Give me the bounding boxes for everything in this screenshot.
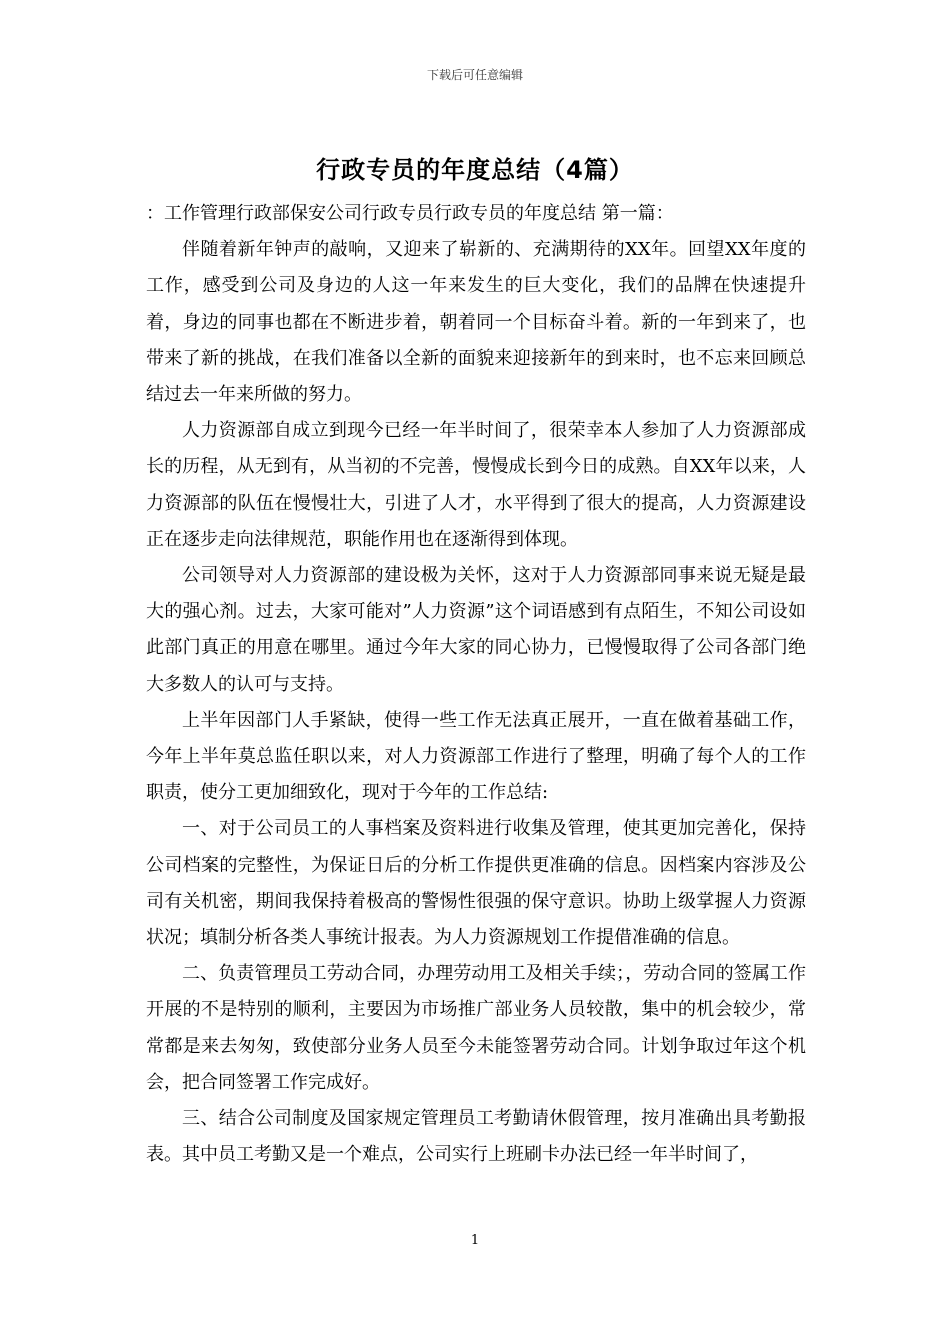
header-note: 下载后可任意编辑 [426, 68, 523, 82]
body-paragraph: 二、负责管理员工劳动合同，办理劳动用工及相关手续；，劳动合同的签属工作开展的不是特别的顺利，主要因为市场推广部业务人员较散，集中的机会较少，常常都是来去匆匆，致使部分业务人员至今未能签署劳动合同。计划争取过年这个机会，把合同签署工作完成好。 [146, 963, 806, 1093]
intro-line: ：工作管理行政部保安公司行政专员行政专员的年度总结 第一篇： [146, 203, 674, 224]
body-paragraph: 公司领导对人力资源部的建设极为关怀，这对于人力资源部同事来说无疑是最大的强心剂。过去，大家可能对”人力资源”这个词语感到有点陌生，不知公司设如此部门真正的用意在哪里。通过今年大家的同心协力，已慢慢取得了公司各部门绝大多数人的认可与支持。 [146, 565, 806, 695]
body-paragraph: 人力资源部自成立到现今已经一年半时间了，很荣幸本人参加了人力资源部成长的历程，从无到有，从当初的不完善，慢慢成长到今日的成熟。自XX年以来，人力资源部的队伍在慢慢壮大，引进了人才，水平得到了很大的提高，人力资源建设正在逐步走向法律规范，职能作用也在逐渐得到体现。 [146, 420, 806, 550]
body-paragraph: 伴随着新年钟声的敲响，又迎来了崭新的、充满期待的XX年。回望XX年度的工作，感受到公司及身边的人这一年来发生的巨大变化，我们的品牌在快速提升着，身边的同事也都在不断进步着，朝着同一个目标奋斗着。新的一年到来了，也带来了新的挑战，在我们准备以全新的面貌来迎接新年的到来时，也不忘来回顾总结过去一年来所做的努力。 [146, 239, 806, 406]
body-paragraph: 一、对于公司员工的人事档案及资料进行收集及管理，使其更加完善化，保持公司档案的完整性，为保证日后的分析工作提供更准确的信息。因档案内容涉及公司有关机密，期间我保持着极高的警惕性很强的保守意识。协助上级掌握人力资源状况；填制分析各类人事统计报表。为人力资源规划工作提借准确的信息。 [146, 818, 806, 949]
body-paragraph: 上半年因部门人手紧缺，使得一些工作无法真正展开，一直在做着基础工作，今年上半年莫总监任职以来，对人力资源部工作进行了整理，明确了每个人的工作职责，使分工更加细致化，现对于今年的工作总结: [146, 709, 806, 804]
page-number: 1 [470, 1233, 480, 1248]
document-title: 行政专员的年度总结（4篇） [316, 156, 634, 184]
document-body [146, 196, 806, 1173]
body-paragraph: 三、结合公司制度及国家规定管理员工考勤请休假管理，按月准确出具考勤报表。其中员工考勤又是一个难点，公司实行上班刷卡办法已经一年半时间了， [146, 1108, 806, 1166]
